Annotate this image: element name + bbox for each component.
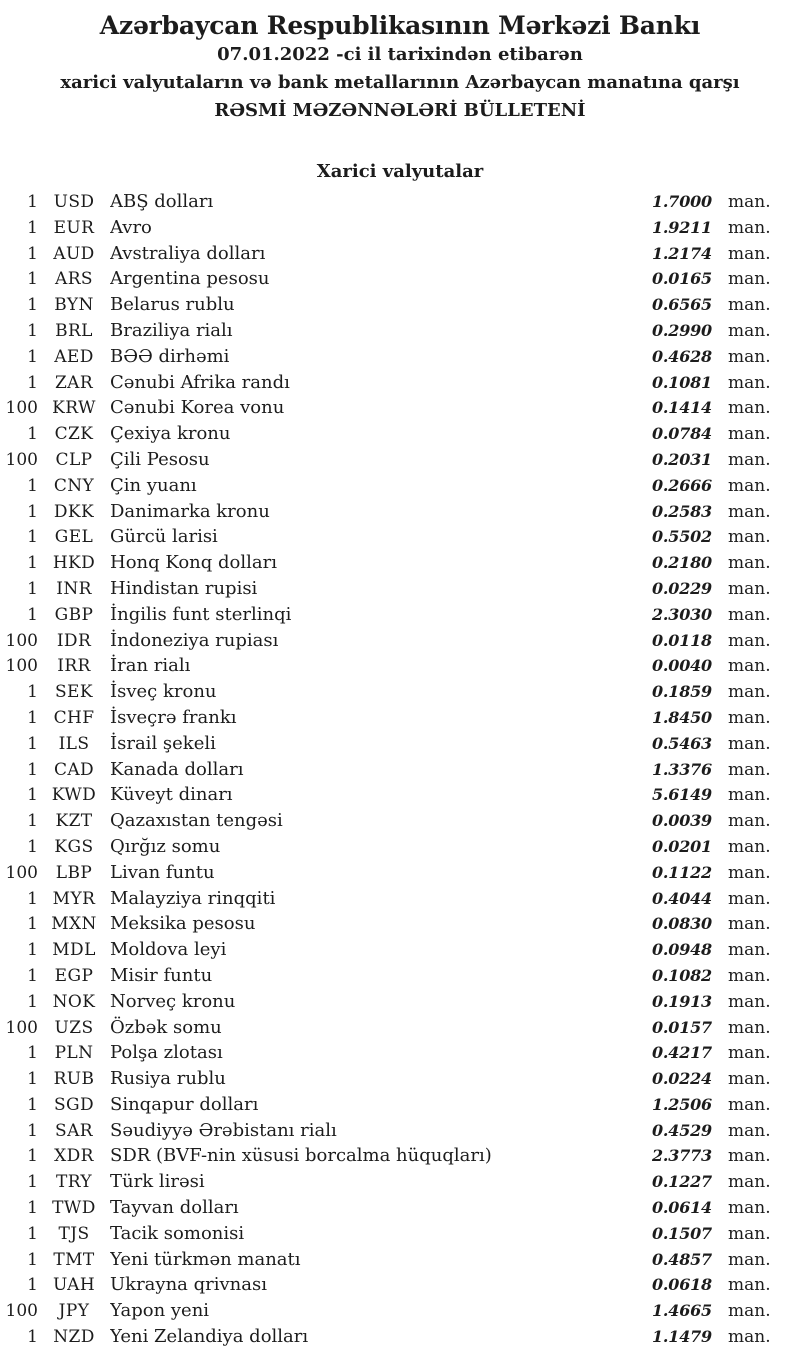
rate-value: 0.0039: [651, 811, 712, 831]
table-row: [0, 1015, 800, 1041]
currency-quantity: 1: [27, 295, 38, 316]
table-row: [0, 911, 800, 937]
unit-label: man.: [728, 991, 771, 1012]
currency-code: AED: [54, 346, 94, 367]
currency-code: PLN: [54, 1043, 94, 1064]
table-row: [0, 1272, 800, 1298]
currency-code: MDL: [52, 940, 96, 961]
unit-label: man.: [728, 553, 771, 574]
unit-label: man.: [728, 707, 771, 728]
currency-code: BRL: [55, 320, 93, 341]
currency-quantity: 1: [27, 192, 38, 212]
rate-value: 0.0784: [651, 424, 712, 444]
rate-value: 0.0948: [651, 940, 712, 960]
unit-label: man.: [728, 1146, 771, 1167]
table-row: [0, 808, 800, 834]
currency-quantity: 1: [27, 372, 38, 393]
currency-code: UZS: [54, 1017, 94, 1038]
unit-label: man.: [728, 1275, 771, 1296]
currency-quantity: 100: [5, 1301, 38, 1322]
rate-value: 1.2506: [651, 1094, 712, 1114]
currency-code: SAR: [55, 1120, 93, 1141]
currency-quantity: 1: [27, 1043, 38, 1064]
currency-code: CAD: [53, 759, 95, 780]
currency-code: LBP: [55, 862, 93, 883]
currency-quantity: 1: [27, 914, 38, 935]
unit-label: man.: [728, 243, 771, 264]
rate-value: 0.2990: [651, 320, 712, 340]
table-row: [0, 886, 800, 912]
currency-name: Braziliya rialı: [110, 319, 233, 341]
table-row: [0, 1092, 800, 1118]
currency-code: TWD: [52, 1198, 96, 1219]
currency-name: Belarus rublu: [110, 294, 235, 316]
currency-name: İsrail şekeli: [110, 732, 216, 754]
rate-value: 1.7000: [651, 192, 712, 211]
currency-code: SGD: [53, 1094, 95, 1115]
rate-value: 0.0224: [651, 1069, 712, 1089]
currency-code: TRY: [55, 1172, 93, 1193]
rate-value: 0.4857: [651, 1249, 712, 1269]
table-row: [0, 937, 800, 963]
unit-label: man.: [728, 527, 771, 548]
rate-value: 0.0118: [651, 630, 712, 650]
currency-code: CLP: [55, 449, 93, 470]
currency-code: TJS: [58, 1223, 90, 1244]
currency-code: CNY: [53, 475, 95, 496]
currency-name: Qazaxıstan tengəsi: [110, 810, 283, 832]
rate-value: 0.5502: [651, 527, 712, 547]
table-row: [0, 576, 800, 602]
currency-code: XDR: [54, 1146, 94, 1167]
currency-name: Küveyt dinarı: [110, 784, 233, 806]
currency-code: ZAR: [54, 372, 94, 393]
currency-name: Çili Pesosu: [110, 448, 210, 470]
table-row: [0, 989, 800, 1015]
table-row: [0, 395, 800, 421]
currency-quantity: 1: [27, 733, 38, 754]
unit-label: man.: [728, 1017, 771, 1038]
table-row: [0, 370, 800, 396]
rate-value: 0.4044: [651, 888, 712, 908]
unit-label: man.: [728, 733, 771, 754]
currency-quantity: 1: [27, 346, 38, 367]
currency-name: Misir funtu: [110, 964, 213, 986]
unit-label: man.: [728, 888, 771, 909]
currency-quantity: 1: [27, 1172, 38, 1193]
unit-label: man.: [728, 449, 771, 470]
section-title-foreign-currencies: Xarici valyutalar: [316, 161, 484, 182]
unit-label: man.: [728, 217, 771, 238]
table-row: [0, 782, 800, 808]
currency-quantity: 1: [27, 1327, 38, 1348]
currency-name: Livan funtu: [110, 861, 215, 883]
unit-label: man.: [728, 965, 771, 986]
currency-name: Hindistan rupisi: [110, 577, 258, 599]
currency-quantity: 1: [27, 1069, 38, 1090]
unit-label: man.: [728, 604, 771, 625]
currency-name: Ukrayna qrivnası: [110, 1274, 267, 1296]
currency-code: NZD: [53, 1327, 95, 1348]
rate-value: 0.0618: [651, 1275, 712, 1295]
currency-code: JPY: [58, 1301, 90, 1322]
currency-code: IDR: [56, 630, 92, 651]
currency-name: ABŞ dolları: [110, 191, 214, 212]
unit-label: man.: [728, 1094, 771, 1115]
table-row: [0, 963, 800, 989]
currency-name: Tayvan dolları: [110, 1197, 239, 1219]
unit-label: man.: [728, 1120, 771, 1141]
currency-code: RUB: [53, 1069, 95, 1090]
currency-quantity: 1: [27, 475, 38, 496]
rate-value: 1.2174: [651, 243, 712, 263]
currency-code: AUD: [53, 243, 95, 264]
table-row: [0, 292, 800, 318]
unit-label: man.: [728, 940, 771, 961]
currency-name: Çin yuanı: [110, 474, 197, 496]
table-row: [0, 1247, 800, 1273]
currency-quantity: 1: [27, 424, 38, 445]
table-row: [0, 834, 800, 860]
table-row: [0, 473, 800, 499]
currency-quantity: 1: [27, 991, 38, 1012]
rate-value: 0.5463: [651, 733, 712, 753]
table-row: [0, 447, 800, 473]
subject-line: xarici valyutaların və bank metallarının Azərbaycan manatına qarşı: [60, 72, 740, 93]
currency-name: İngilis funt sterlinqi: [110, 603, 292, 625]
rate-value: 0.0157: [651, 1017, 712, 1037]
rate-value: 1.3376: [651, 759, 712, 779]
currency-code: TMT: [53, 1249, 95, 1270]
currency-quantity: 1: [27, 269, 38, 290]
unit-label: man.: [728, 346, 771, 367]
currency-name: Norveç kronu: [110, 990, 236, 1012]
currency-quantity: 100: [5, 656, 38, 677]
currency-quantity: 1: [27, 1094, 38, 1115]
currency-name: Yapon yeni: [110, 1300, 210, 1322]
currency-code: KZT: [55, 811, 93, 832]
rate-value: 0.1507: [651, 1223, 712, 1243]
currency-name: Qırğız somu: [110, 835, 221, 857]
currency-quantity: 1: [27, 243, 38, 264]
table-row: [0, 1169, 800, 1195]
rate-value: 0.1082: [651, 965, 712, 985]
currency-code: EGP: [54, 965, 94, 986]
currency-name: BƏƏ dirhəmi: [110, 345, 230, 367]
table-row: [0, 189, 800, 215]
currency-name: Gürcü larisi: [110, 526, 218, 548]
unit-label: man.: [728, 501, 771, 522]
rate-value: 0.2031: [651, 449, 712, 469]
currency-name: Moldova leyi: [110, 939, 227, 961]
currency-quantity: 1: [27, 1223, 38, 1244]
table-row: [0, 860, 800, 886]
rate-value: 0.0040: [651, 656, 712, 676]
unit-label: man.: [728, 914, 771, 935]
bank-title: Azərbaycan Respublikasının Mərkəzi Bankı: [99, 11, 701, 40]
unit-label: man.: [728, 269, 771, 290]
currency-name: İndoneziya rupiası: [110, 629, 279, 651]
rate-value: 2.3773: [651, 1146, 712, 1166]
currency-name: Sinqapur dolları: [110, 1093, 259, 1115]
table-row: [0, 499, 800, 525]
unit-label: man.: [728, 1301, 771, 1322]
currency-name: Avro: [110, 216, 152, 238]
table-row: [0, 344, 800, 370]
unit-label: man.: [728, 862, 771, 883]
currency-code: NOK: [52, 991, 96, 1012]
table-row: [0, 241, 800, 267]
unit-label: man.: [728, 759, 771, 780]
table-row: [0, 1221, 800, 1247]
currency-name: Kanada dolları: [110, 758, 244, 780]
currency-name: SDR (BVF-nin xüsusi borcalma hüquqları): [110, 1145, 492, 1167]
currency-quantity: 1: [27, 707, 38, 728]
document-header: [0, 0, 800, 125]
rate-value: 0.4529: [651, 1120, 712, 1140]
currency-name: Danimarka kronu: [110, 500, 270, 522]
currency-quantity: 1: [27, 501, 38, 522]
unit-label: man.: [728, 320, 771, 341]
currency-name: İsveçrə frankı: [110, 706, 237, 728]
unit-label: man.: [728, 630, 771, 651]
currency-code: GBP: [54, 604, 94, 625]
currency-name: Malayziya rinqqiti: [110, 887, 276, 909]
currency-name: Polşa zlotası: [110, 1042, 223, 1064]
table-row: [0, 1066, 800, 1092]
unit-label: man.: [728, 1069, 771, 1090]
currency-quantity: 1: [27, 320, 38, 341]
currency-quantity: 1: [27, 217, 38, 238]
currency-quantity: 100: [5, 1017, 38, 1038]
table-row: [0, 1195, 800, 1221]
table-row: [0, 679, 800, 705]
table-row: [0, 550, 800, 576]
currency-name: Argentina pesosu: [110, 268, 270, 290]
currency-name: Meksika pesosu: [110, 913, 256, 935]
currency-code: CHF: [53, 707, 95, 728]
currency-quantity: 100: [5, 449, 38, 470]
table-row: [0, 731, 800, 757]
unit-label: man.: [728, 424, 771, 445]
table-row: [0, 757, 800, 783]
currency-code: KWD: [51, 785, 97, 806]
currency-quantity: 100: [5, 630, 38, 651]
currency-code: HKD: [52, 553, 96, 574]
rate-value: 5.6149: [651, 785, 712, 805]
rate-value: 1.4665: [651, 1301, 712, 1321]
unit-label: man.: [728, 1327, 771, 1348]
currency-quantity: 1: [27, 965, 38, 986]
unit-label: man.: [728, 811, 771, 832]
currency-quantity: 1: [27, 811, 38, 832]
currency-name: Rusiya rublu: [110, 1068, 226, 1090]
rate-value: 0.4217: [651, 1043, 712, 1063]
currency-name: Avstraliya dolları: [110, 242, 266, 264]
currency-quantity: 1: [27, 527, 38, 548]
rate-value: 0.1227: [651, 1172, 712, 1192]
unit-label: man.: [728, 656, 771, 677]
rate-value: 0.1913: [651, 991, 712, 1011]
currency-quantity: 1: [27, 553, 38, 574]
rate-value: 0.0165: [651, 269, 712, 289]
currency-code: IRR: [57, 656, 91, 677]
rate-value: 1.1479: [651, 1327, 712, 1347]
currency-code: EUR: [53, 217, 95, 238]
table-row: [0, 215, 800, 241]
rate-value: 2.3030: [651, 604, 712, 624]
currency-quantity: 1: [27, 940, 38, 961]
rate-value: 1.9211: [651, 217, 712, 237]
table-row: [0, 524, 800, 550]
currency-code: ARS: [55, 269, 93, 290]
currency-code: MXN: [51, 914, 97, 935]
unit-label: man.: [728, 1172, 771, 1193]
currency-code: GEL: [54, 527, 94, 548]
currency-quantity: 100: [5, 862, 38, 883]
currency-name: Cənubi Korea vonu: [110, 397, 285, 419]
currency-code: KGS: [54, 836, 94, 857]
currency-name: İran rialı: [110, 655, 191, 677]
table-row: [0, 1298, 800, 1324]
rate-value: 0.0614: [651, 1198, 712, 1218]
unit-label: man.: [728, 785, 771, 806]
table-row: [0, 1040, 800, 1066]
unit-label: man.: [728, 192, 771, 212]
currency-quantity: 1: [27, 785, 38, 806]
currency-name: Türk lirəsi: [110, 1171, 205, 1193]
rate-value: 0.1859: [651, 682, 712, 702]
rate-value: 0.2583: [651, 501, 712, 521]
unit-label: man.: [728, 1043, 771, 1064]
rate-value: 0.0830: [651, 914, 712, 934]
unit-label: man.: [728, 475, 771, 496]
rate-value: 0.4628: [651, 346, 712, 366]
rate-value: 0.6565: [651, 295, 712, 315]
currency-quantity: 1: [27, 1249, 38, 1270]
rate-value: 0.1414: [651, 398, 712, 418]
currency-quantity: 1: [27, 759, 38, 780]
unit-label: man.: [728, 295, 771, 316]
currency-quantity: 1: [27, 888, 38, 909]
unit-label: man.: [728, 372, 771, 393]
currency-code: USD: [53, 192, 95, 212]
rates-table: [0, 189, 800, 1350]
table-row: [0, 266, 800, 292]
unit-label: man.: [728, 1198, 771, 1219]
table-row: [0, 1324, 800, 1350]
currency-code: UAH: [52, 1275, 96, 1296]
table-row: [0, 653, 800, 679]
table-row: [0, 421, 800, 447]
currency-name: Səudiyyə Ərəbistanı rialı: [110, 1119, 337, 1141]
table-row: [0, 628, 800, 654]
rate-value: 0.2180: [651, 553, 712, 573]
bulletin-title: RƏSMİ MƏZƏNNƏLƏRİ BÜLLETENİ: [214, 100, 586, 121]
currency-code: INR: [56, 578, 92, 599]
currency-code: SEK: [55, 682, 93, 703]
table-row: [0, 318, 800, 344]
currency-name: Honq Konq dolları: [110, 552, 277, 574]
currency-quantity: 1: [27, 1120, 38, 1141]
currency-quantity: 1: [27, 604, 38, 625]
unit-label: man.: [728, 398, 771, 419]
rate-value: 0.0201: [651, 836, 712, 856]
unit-label: man.: [728, 682, 771, 703]
unit-label: man.: [728, 836, 771, 857]
currency-quantity: 1: [27, 836, 38, 857]
currency-code: MYR: [52, 888, 96, 909]
unit-label: man.: [728, 578, 771, 599]
rate-value: 0.0229: [651, 578, 712, 598]
currency-name: Cənubi Afrika randı: [110, 371, 290, 393]
table-row: [0, 1143, 800, 1169]
currency-code: ILS: [58, 733, 90, 754]
table-row: [0, 705, 800, 731]
currency-quantity: 1: [27, 1146, 38, 1167]
rate-value: 0.1122: [651, 862, 712, 882]
table-row: [0, 602, 800, 628]
rate-value: 1.8450: [651, 707, 712, 727]
currency-code: CZK: [54, 424, 94, 445]
unit-label: man.: [728, 1249, 771, 1270]
currency-code: BYN: [54, 295, 94, 316]
currency-quantity: 1: [27, 578, 38, 599]
effective-date-line: 07.01.2022 -ci il tarixindən etibarən: [217, 44, 583, 65]
currency-code: KRW: [52, 398, 96, 419]
currency-quantity: 1: [27, 682, 38, 703]
currency-name: Özbək somu: [110, 1016, 222, 1038]
currency-name: Çexiya kronu: [110, 423, 231, 445]
table-row: [0, 1118, 800, 1144]
currency-quantity: 100: [5, 398, 38, 419]
currency-quantity: 1: [27, 1198, 38, 1219]
currency-code: DKK: [53, 501, 95, 522]
currency-name: Yeni türkmən manatı: [110, 1248, 301, 1270]
currency-name: İsveç kronu: [110, 681, 217, 703]
rate-value: 0.1081: [651, 372, 712, 392]
unit-label: man.: [728, 1223, 771, 1244]
rate-value: 0.2666: [651, 475, 712, 495]
currency-name: Tacik somonisi: [110, 1222, 245, 1244]
currency-name: Yeni Zelandiya dolları: [110, 1326, 309, 1348]
currency-quantity: 1: [27, 1275, 38, 1296]
